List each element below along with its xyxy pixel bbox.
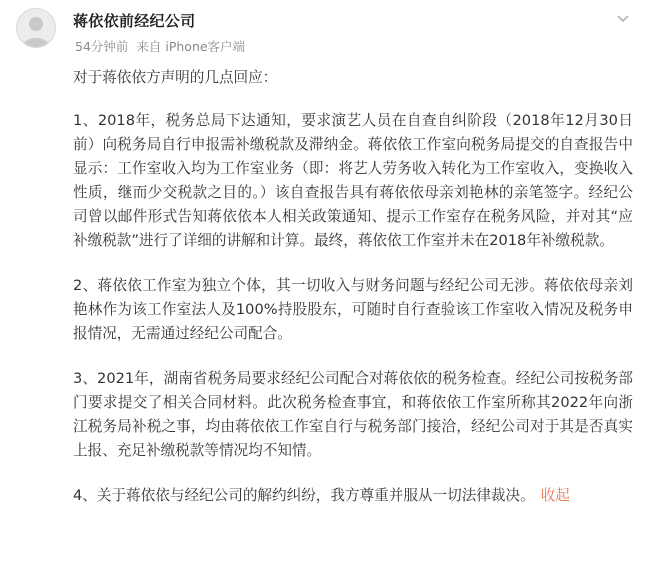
default-avatar-icon [17, 9, 55, 47]
paragraph-3: 3、2021年，湖南省税务局要求经纪公司配合对蒋依依的税务检查。经纪公司按税务部门要求提交了相关合同材料。此次税务检查事宜，和蒋依依工作室所称其2022年向浙江税务局补税之事，均由蒋依依工作室自行与税务部门接洽，经纪公司对于其是否真实上报、充足补缴税款等情况均不知情。 [73, 370, 633, 459]
collapse-link[interactable]: 收起 [540, 487, 570, 504]
post-meta [75, 37, 249, 55]
post-menu-button[interactable] [614, 10, 632, 28]
paragraph-4 [73, 484, 633, 508]
author-name[interactable]: 蒋依依前经纪公司 [73, 12, 196, 30]
post-source: 来自 iPhone客户端 [136, 39, 246, 54]
chevron-down-icon [614, 10, 632, 28]
post-content [73, 66, 633, 529]
post-time[interactable]: 54分钟前 [75, 39, 129, 54]
paragraph-1: 1、2018年，税务总局下达通知，要求演艺人员在自查自纠阶段（2018年12月30日前）向税务局自行申报需补缴税款及滞纳金。蒋依依工作室向税务局提交的自查报告中显示：工作室收入均为工作室业务（即：将艺人劳务收入转化为工作室收入，变换收入性质，继而少交税款之目的。）该自查报告具有蒋依依母亲刘艳林的亲笔签字。经纪公司曾以邮件形式告知蒋依依本人相关政策通知、提示工作室存在税务风险，并对其“应补缴税款”进行了详细的讲解和计算。最终，蒋依依工作室并未在2018年补缴税款。 [73, 112, 633, 249]
avatar[interactable] [16, 8, 56, 48]
paragraph-4-text: 4、关于蒋依依与经纪公司的解约纠纷，我方尊重并服从一切法律裁决。 [73, 487, 535, 504]
paragraph-2: 2、蒋依依工作室为独立个体，其一切收入与财务问题与经纪公司无涉。蒋依依母亲刘艳林作为该工作室法人及100%持股股东，可随时自行查验该工作室收入情况及税务申报情况，无需通过经纪公司配合。 [73, 277, 633, 342]
post-intro: 对于蒋依依方声明的几点回应： [73, 69, 278, 86]
